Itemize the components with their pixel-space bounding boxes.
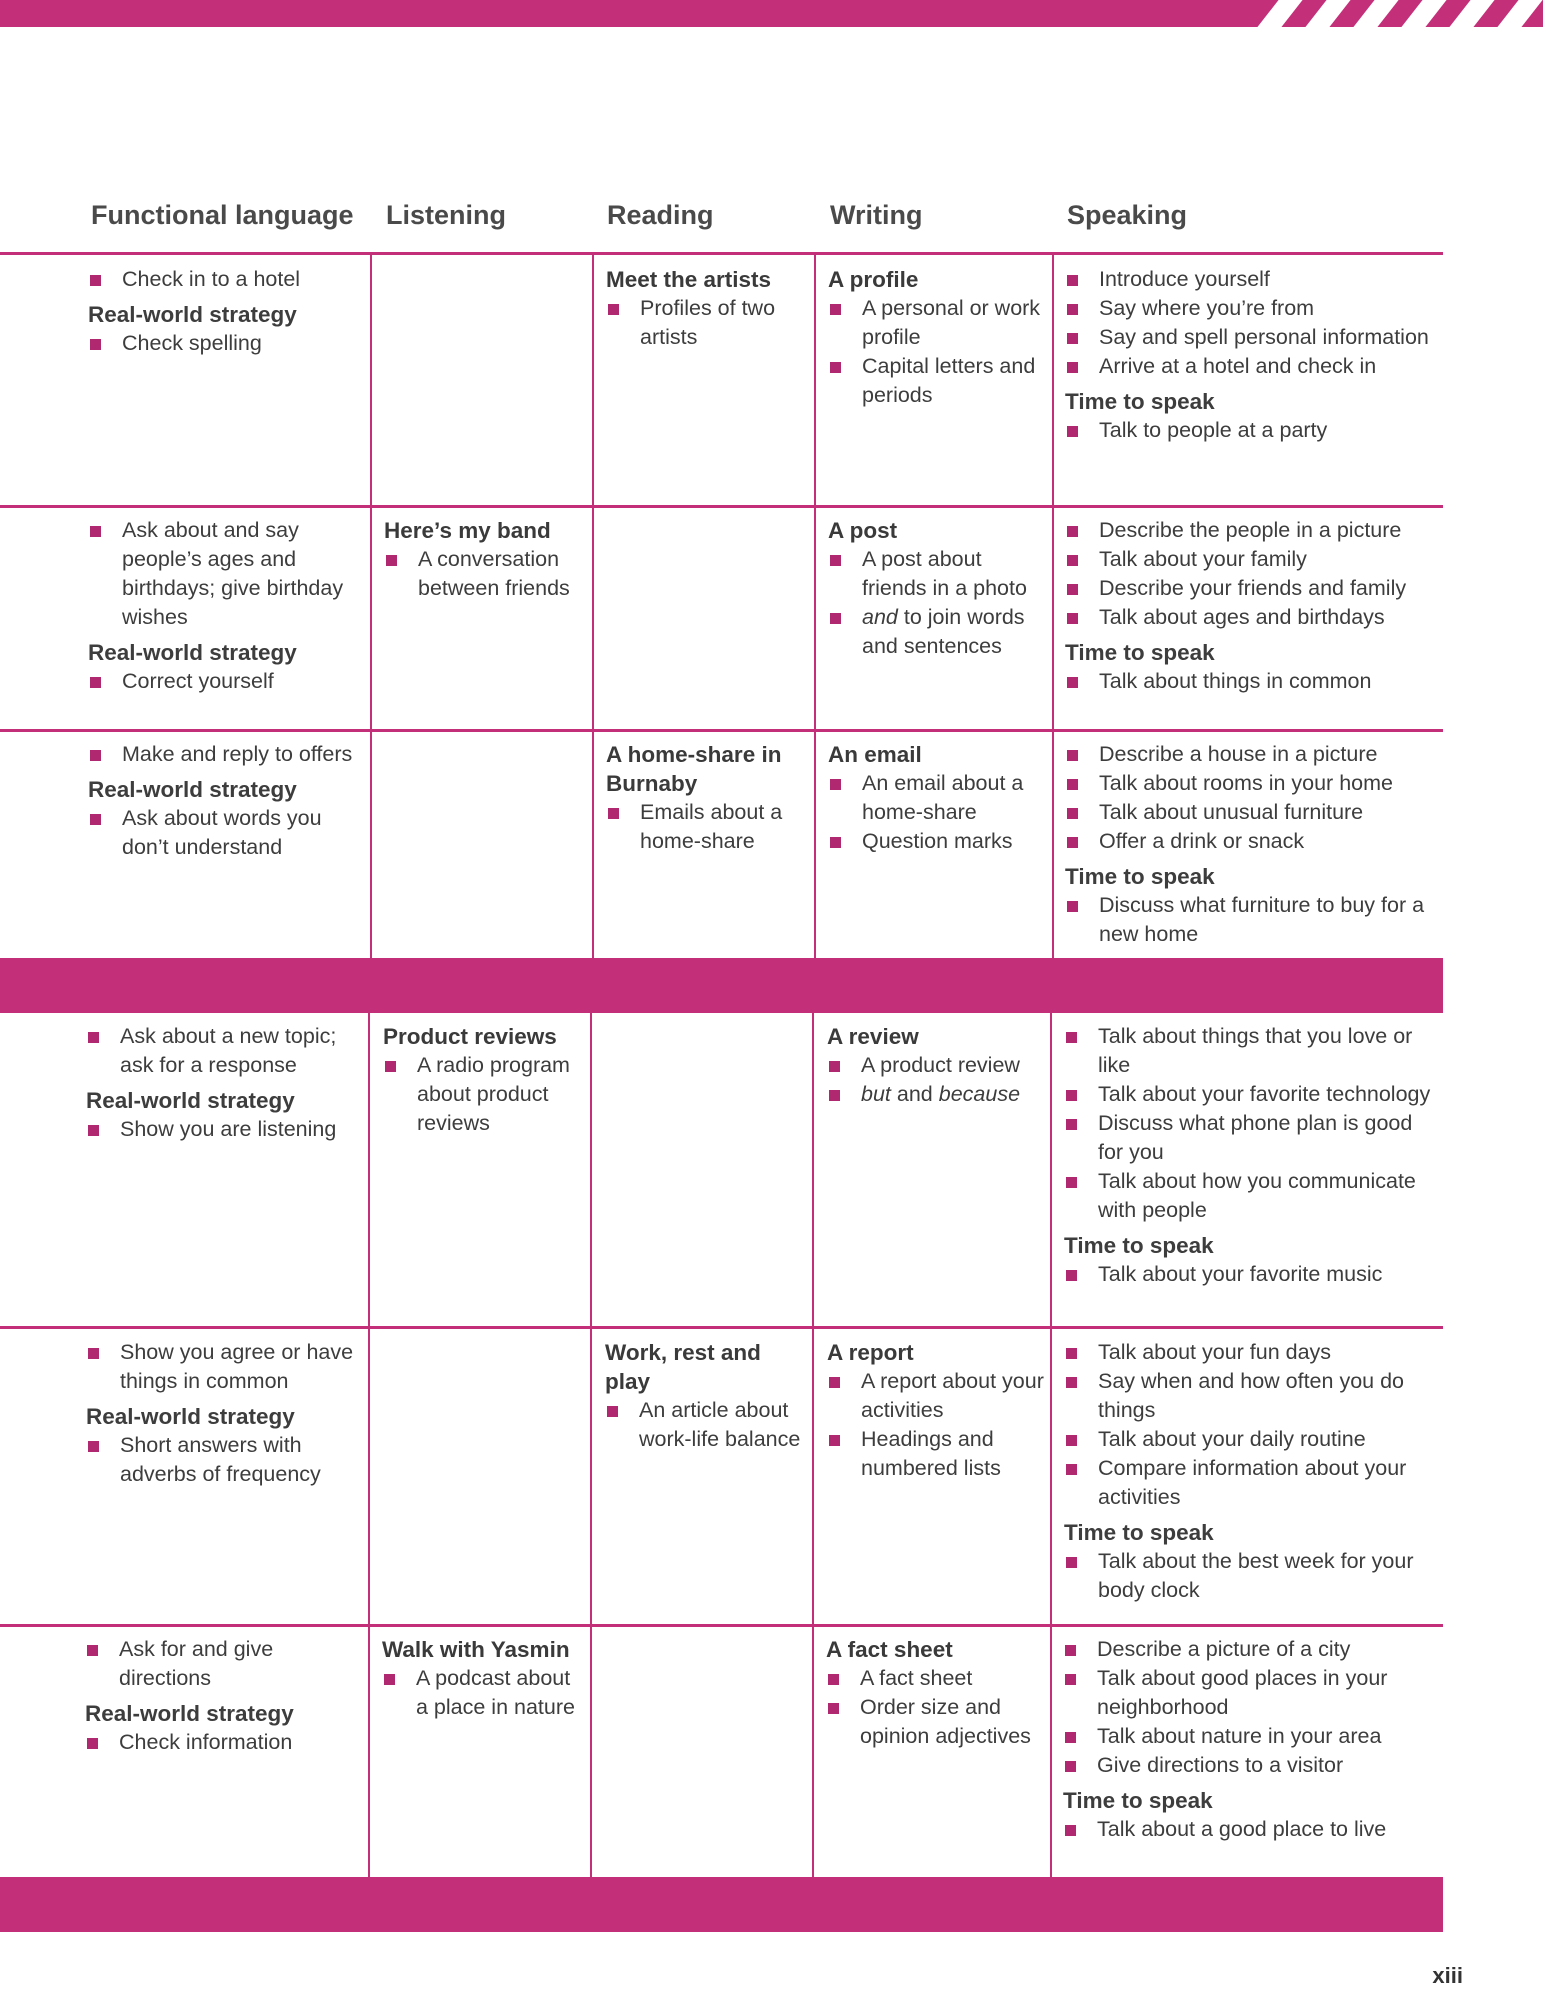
section-title: Here’s my band bbox=[384, 518, 551, 543]
list-item: A product review bbox=[827, 1051, 1047, 1080]
cell-writing bbox=[828, 265, 1048, 410]
list-item: Talk about rooms in your home bbox=[1065, 769, 1440, 798]
header-functional: Functional language bbox=[91, 200, 354, 230]
list-item: Capital letters and periods bbox=[828, 352, 1048, 410]
section-title: A review bbox=[827, 1024, 919, 1049]
list-item: Ask about words you don’t understand bbox=[88, 804, 363, 862]
strategy-heading: Real-world strategy bbox=[88, 302, 297, 327]
column-divider bbox=[592, 254, 594, 958]
section-title: Work, rest and play bbox=[605, 1340, 761, 1394]
header-writing: Writing bbox=[830, 200, 923, 230]
list-item: Headings and numbered lists bbox=[827, 1425, 1047, 1483]
column-divider bbox=[812, 1013, 814, 1877]
list-item: Short answers with adverbs of frequency bbox=[86, 1431, 361, 1489]
time-to-speak-heading: Time to speak bbox=[1063, 1788, 1213, 1813]
column-divider bbox=[368, 1013, 370, 1877]
list-item: Talk about good places in your neighborhood bbox=[1063, 1664, 1438, 1722]
list-item: Discuss what furniture to buy for a new home bbox=[1065, 891, 1440, 949]
list-item: A report about your activities bbox=[827, 1367, 1047, 1425]
list-item: Give directions to a visitor bbox=[1063, 1751, 1438, 1780]
column-divider bbox=[1052, 254, 1054, 958]
list-item bbox=[827, 1080, 1047, 1109]
header-reading: Reading bbox=[607, 200, 714, 230]
italic-word: but bbox=[861, 1082, 891, 1106]
list-item: Correct yourself bbox=[88, 667, 363, 696]
banner-stripe bbox=[1449, 0, 1494, 27]
cell-listening bbox=[383, 1022, 583, 1138]
list-item: Talk about things in common bbox=[1065, 667, 1440, 696]
list-item: Talk about things that you love or like bbox=[1064, 1022, 1439, 1080]
cell-reading bbox=[605, 1338, 805, 1454]
list-item: Show you are listening bbox=[86, 1115, 361, 1144]
cell-writing bbox=[828, 516, 1048, 661]
list-item: Check information bbox=[85, 1728, 360, 1757]
column-divider bbox=[590, 1013, 592, 1877]
section-title: A post bbox=[828, 518, 898, 543]
list-item: Make and reply to offers bbox=[88, 740, 363, 769]
list-item: Talk about a good place to live bbox=[1063, 1815, 1438, 1844]
time-to-speak-heading: Time to speak bbox=[1064, 1520, 1214, 1545]
list-item: Describe a house in a picture bbox=[1065, 740, 1440, 769]
row-divider bbox=[0, 505, 1443, 508]
cell-writing bbox=[827, 1338, 1047, 1483]
italic-word: because bbox=[938, 1082, 1021, 1106]
strategy-heading: Real-world strategy bbox=[88, 777, 297, 802]
time-to-speak-heading: Time to speak bbox=[1065, 864, 1215, 889]
section-title: A report bbox=[827, 1340, 914, 1365]
list-item: A podcast about a place in nature bbox=[382, 1664, 582, 1722]
list-item: Talk about ages and birthdays bbox=[1065, 603, 1440, 632]
list-item: Arrive at a hotel and check in bbox=[1065, 352, 1440, 381]
cell-writing bbox=[826, 1635, 1046, 1751]
section-title: Meet the artists bbox=[606, 267, 772, 292]
cell-reading bbox=[606, 740, 806, 856]
list-item: Talk about nature in your area bbox=[1063, 1722, 1438, 1751]
list-item: Talk about unusual furniture bbox=[1065, 798, 1440, 827]
strategy-heading: Real-world strategy bbox=[85, 1701, 294, 1726]
row-divider bbox=[0, 729, 1443, 732]
list-item: Ask about a new topic; ask for a response bbox=[86, 1022, 361, 1080]
banner-stripe bbox=[1305, 0, 1350, 27]
time-to-speak-heading: Time to speak bbox=[1065, 389, 1215, 414]
header-speaking: Speaking bbox=[1067, 200, 1188, 230]
italic-word: and bbox=[862, 605, 898, 629]
cell-listening bbox=[382, 1635, 582, 1722]
list-item: Talk about the best week for your body clock bbox=[1064, 1547, 1439, 1605]
cell-reading bbox=[606, 265, 806, 352]
list-item: Profiles of two artists bbox=[606, 294, 806, 352]
section-title: A profile bbox=[828, 267, 919, 292]
list-item: Check in to a hotel bbox=[88, 265, 363, 294]
column-divider bbox=[1050, 1013, 1052, 1877]
list-item: An email about a home-share bbox=[828, 769, 1048, 827]
cell-writing bbox=[828, 740, 1048, 856]
list-item: Describe the people in a picture bbox=[1065, 516, 1440, 545]
list-item-text: and bbox=[896, 1082, 933, 1106]
list-item: A fact sheet bbox=[826, 1664, 1046, 1693]
list-item: A radio program about product reviews bbox=[383, 1051, 583, 1138]
list-item: Ask for and give directions bbox=[85, 1635, 360, 1693]
list-item: Talk to people at a party bbox=[1065, 416, 1440, 445]
section-title: Product reviews bbox=[383, 1024, 557, 1049]
list-item: Talk about your daily routine bbox=[1064, 1425, 1439, 1454]
cell-functional bbox=[88, 265, 363, 358]
row-divider bbox=[0, 1624, 1443, 1627]
section-title: Walk with Yasmin bbox=[382, 1637, 570, 1662]
list-item-text: to join words and sentences bbox=[862, 605, 1025, 658]
list-item: Discuss what phone plan is good for you bbox=[1064, 1109, 1439, 1167]
row-divider bbox=[0, 252, 1443, 255]
page-number: xiii bbox=[1432, 1963, 1463, 1988]
list-item: Say where you’re from bbox=[1065, 294, 1440, 323]
list-item: A post about friends in a photo bbox=[828, 545, 1048, 603]
banner-stripe bbox=[1353, 0, 1398, 27]
list-item: Show you agree or have things in common bbox=[86, 1338, 361, 1396]
list-item: Check spelling bbox=[88, 329, 363, 358]
list-item: Say when and how often you do things bbox=[1064, 1367, 1439, 1425]
list-item: Introduce yourself bbox=[1065, 265, 1440, 294]
strategy-heading: Real-world strategy bbox=[88, 640, 297, 665]
banner-stripe bbox=[1257, 0, 1302, 27]
unit-separator-band bbox=[0, 1877, 1443, 1932]
cell-speaking bbox=[1065, 516, 1440, 696]
section-title: An email bbox=[828, 742, 922, 767]
strategy-heading: Real-world strategy bbox=[86, 1404, 295, 1429]
top-banner bbox=[0, 0, 1543, 27]
time-to-speak-heading: Time to speak bbox=[1064, 1233, 1214, 1258]
banner-stripe bbox=[1401, 0, 1446, 27]
cell-listening bbox=[384, 516, 584, 603]
list-item: Talk about how you communicate with people bbox=[1064, 1167, 1439, 1225]
cell-speaking bbox=[1065, 265, 1440, 445]
list-item: Emails about a home-share bbox=[606, 798, 806, 856]
section-title: A fact sheet bbox=[826, 1637, 953, 1662]
row-divider bbox=[0, 1326, 1443, 1329]
header-listening: Listening bbox=[386, 200, 506, 230]
table-header bbox=[0, 200, 1443, 253]
column-divider bbox=[370, 254, 372, 958]
list-item: Question marks bbox=[828, 827, 1048, 856]
time-to-speak-heading: Time to speak bbox=[1065, 640, 1215, 665]
list-item: Describe a picture of a city bbox=[1063, 1635, 1438, 1664]
cell-functional bbox=[85, 1635, 360, 1757]
cell-speaking bbox=[1064, 1022, 1439, 1289]
cell-functional bbox=[88, 516, 363, 696]
list-item: Talk about your favorite technology bbox=[1064, 1080, 1439, 1109]
cell-speaking bbox=[1064, 1338, 1439, 1605]
list-item: Say and spell personal information bbox=[1065, 323, 1440, 352]
cell-functional bbox=[86, 1338, 361, 1489]
list-item: An article about work-life balance bbox=[605, 1396, 805, 1454]
cell-speaking bbox=[1063, 1635, 1438, 1844]
cell-functional bbox=[86, 1022, 361, 1144]
strategy-heading: Real-world strategy bbox=[86, 1088, 295, 1113]
list-item: Talk about your favorite music bbox=[1064, 1260, 1439, 1289]
cell-writing bbox=[827, 1022, 1047, 1109]
list-item: Talk about your fun days bbox=[1064, 1338, 1439, 1367]
list-item: A personal or work profile bbox=[828, 294, 1048, 352]
list-item: Ask about and say people’s ages and birthdays; give birthday wishes bbox=[88, 516, 363, 632]
list-item bbox=[828, 603, 1048, 661]
cell-functional bbox=[88, 740, 363, 862]
section-title: A home-share in Burnaby bbox=[606, 742, 782, 796]
list-item: Compare information about your activities bbox=[1064, 1454, 1439, 1512]
unit-separator-band bbox=[0, 958, 1443, 1013]
list-item: Describe your friends and family bbox=[1065, 574, 1440, 603]
column-divider bbox=[814, 254, 816, 958]
list-item: Order size and opinion adjectives bbox=[826, 1693, 1046, 1751]
list-item: Talk about your family bbox=[1065, 545, 1440, 574]
cell-speaking bbox=[1065, 740, 1440, 949]
list-item: A conversation between friends bbox=[384, 545, 584, 603]
list-item: Offer a drink or snack bbox=[1065, 827, 1440, 856]
banner-stripe bbox=[1497, 0, 1542, 27]
